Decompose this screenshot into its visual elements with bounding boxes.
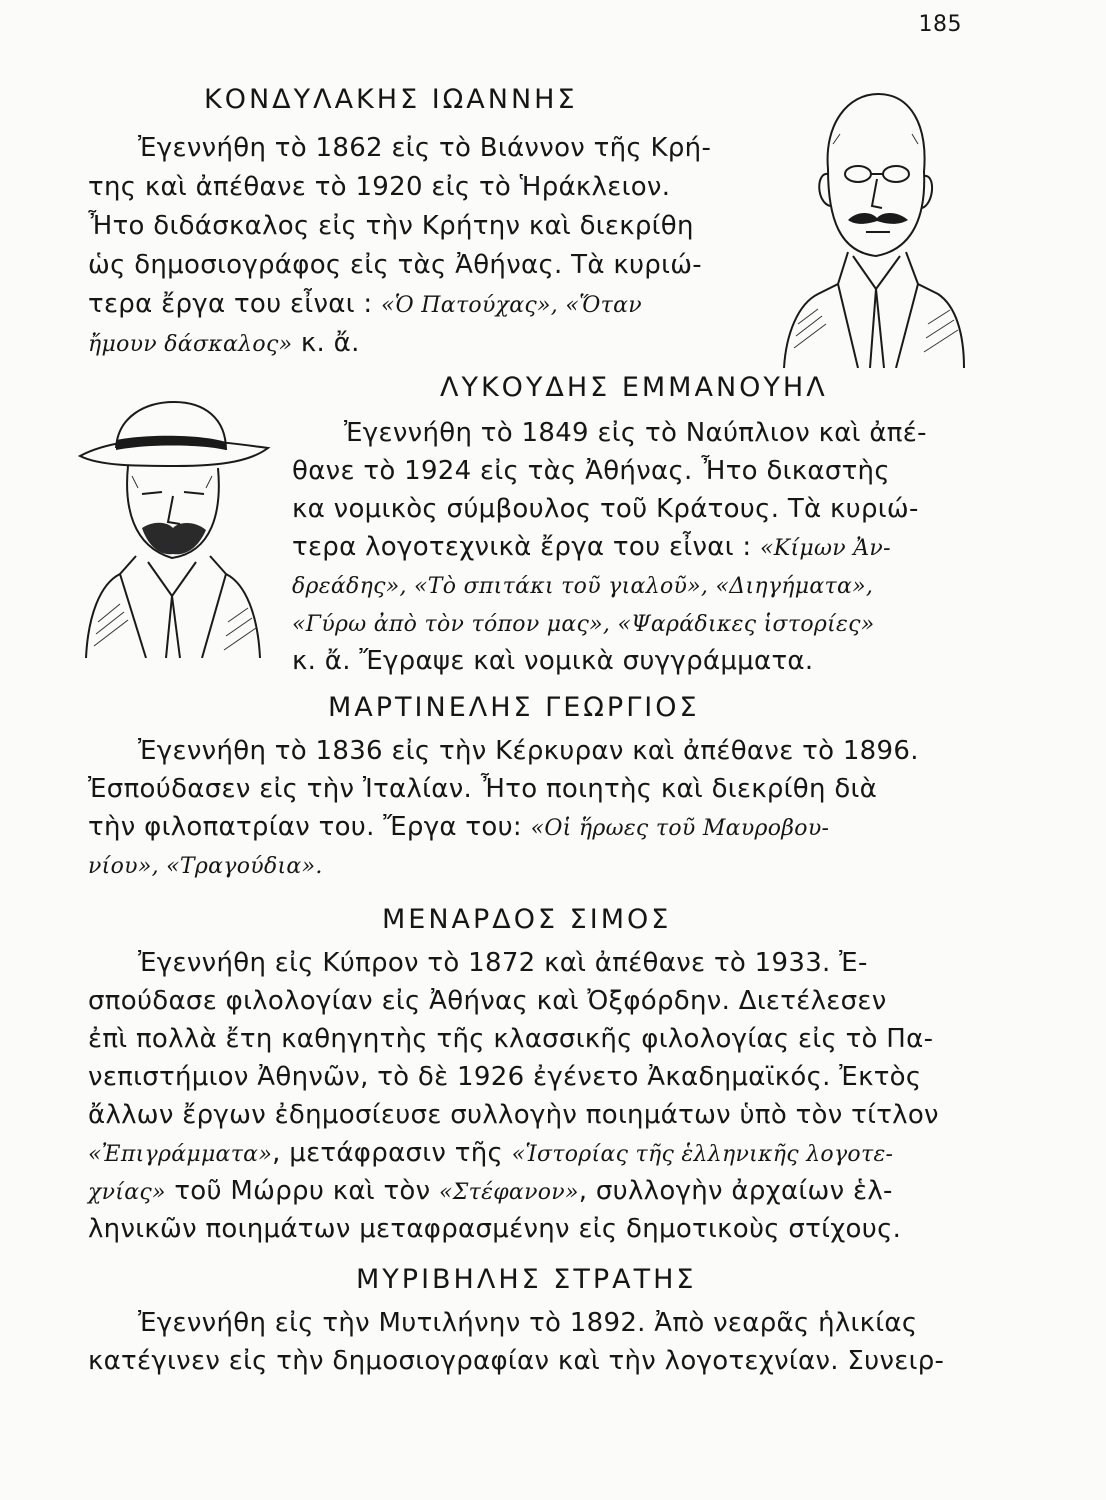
text-line: σπούδασε φιλολογίαν εἰς Ἀθήνας καὶ Ὀξφόρδην. Διετέλεσεν — [88, 986, 887, 1016]
work-title: «Ἐπιγράμματα» — [88, 1142, 273, 1167]
text-line: ἤμουν δάσκαλος» κ. ἄ. — [88, 328, 360, 358]
text-line: Ἐγεννήθη εἰς Κύπρον τὸ 1872 καὶ ἀπέθανε τὸ 1933. Ἐ- — [138, 948, 868, 978]
text-line: νεπιστήμιον Ἀθηνῶν, τὸ δὲ 1926 ἐγένετο Ἀκαδημαϊκός. Ἐκτὸς — [88, 1062, 922, 1092]
work-title: «Ὁ Πατούχας», «Ὅταν — [381, 293, 642, 318]
work-title: νίου», «Τραγούδια». — [88, 854, 323, 879]
work-title: «Κίμων Ἀν- — [760, 536, 891, 561]
work-title: δρεάδης», «Τὸ σπιτάκι τοῦ γιαλοῦ», «Διηγήματα», — [292, 574, 874, 599]
text-line: κατέγινεν εἰς τὴν δημοσιογραφίαν καὶ τὴν λογοτεχνίαν. Συνειρ- — [88, 1346, 945, 1376]
work-title: ἤμουν δάσκαλος» — [88, 332, 293, 357]
text-line: θανε τὸ 1924 εἰς τὰς Ἀθήνας. Ἦτο δικαστὴς — [292, 456, 890, 486]
text-line — [292, 608, 875, 638]
work-title: «Γύρω ἀπὸ τὸν τόπον μας», «Ψαράδικες ἱστορίες» — [292, 612, 875, 637]
text-line: κα νομικὸς σύμβουλος τοῦ Κράτους. Τὰ κυριώ- — [292, 494, 919, 524]
portrait-kondylakis — [778, 84, 966, 368]
text-line — [292, 570, 873, 600]
text-line: Ἐγεννήθη τὸ 1849 εἰς τὸ Ναύπλιον καὶ ἀπέ- — [344, 418, 927, 448]
text-line: χνίας» τοῦ Μώρρυ καὶ τὸν «Στέφανον», συλλογὴν ἀρχαίων ἑλ- — [88, 1176, 893, 1206]
portrait-lykoudis — [76, 396, 272, 658]
text-line: τερα ἔργα του εἶναι : «Ὁ Πατούχας», «Ὅταν — [88, 289, 642, 319]
entry-heading: ΛΥΚΟΥΔΗΣ ΕΜΜΑΝΟΥΗΛ — [440, 372, 828, 403]
text-line: Ἦτο διδάσκαλος εἰς τὴν Κρήτην καὶ διεκρίθη — [88, 211, 694, 241]
text-line — [88, 850, 323, 880]
entry-heading: ΜΕΝΑΡΔΟΣ ΣΙΜΟΣ — [382, 904, 672, 935]
text-line: Ἐσπούδασεν εἰς τὴν Ἰταλίαν. Ἦτο ποιητὴς καὶ διεκρίθη διὰ — [88, 774, 878, 804]
text-line: της καὶ ἀπέθανε τὸ 1920 εἰς τὸ Ἡράκλειον. — [88, 172, 671, 202]
text-line: ληνικῶν ποιημάτων μεταφρασμένην εἰς δημοτικοὺς στίχους. — [88, 1214, 902, 1244]
text-line: Ἐγεννήθη τὸ 1836 εἰς τὴν Κέρκυραν καὶ ἀπέθανε τὸ 1896. — [138, 736, 919, 766]
text-line: ἐπὶ πολλὰ ἔτη καθηγητὴς τῆς κλασσικῆς φιλολογίας εἰς τὸ Πα- — [88, 1024, 934, 1054]
text-line: Ἐγεννήθη εἰς τὴν Μυτιλήνην τὸ 1892. Ἀπὸ νεαρᾶς ἡλικίας — [138, 1308, 918, 1338]
text-line: κ. ἄ. Ἔγραψε καὶ νομικὰ συγγράμματα. — [292, 646, 814, 676]
page-number: 185 — [918, 12, 962, 37]
text-line: Ἐγεννήθη τὸ 1862 εἰς τὸ Βιάννον τῆς Κρή- — [138, 133, 712, 163]
entry-heading: ΚΟΝΔΥΛΑΚΗΣ ΙΩΑΝΝΗΣ — [204, 84, 578, 115]
text-line: τερα λογοτεχνικὰ ἔργα του εἶναι : «Κίμων Ἀν- — [292, 532, 891, 562]
work-title: «Οἱ ἥρωες τοῦ Μαυροβου- — [530, 816, 830, 841]
entry-heading: ΜΑΡΤΙΝΕΛΗΣ ΓΕΩΡΓΙΟΣ — [328, 692, 700, 723]
text-line: «Ἐπιγράμματα», μετάφρασιν τῆς «Ἱστορίας τῆς ἑλληνικῆς λογοτε- — [88, 1138, 894, 1168]
text-line: τὴν φιλοπατρίαν του. Ἔργα του: «Οἱ ἥρωες τοῦ Μαυροβου- — [88, 812, 830, 842]
work-title: χνίας» — [88, 1180, 166, 1205]
entry-heading: ΜΥΡΙΒΗΛΗΣ ΣΤΡΑΤΗΣ — [356, 1264, 697, 1295]
work-title: «Ἱστορίας τῆς ἑλληνικῆς λογοτε- — [511, 1142, 894, 1167]
text-line: ἄλλων ἔργων ἐδημοσίευσε συλλογὴν ποιημάτων ὑπὸ τὸν τίτλον — [88, 1100, 939, 1130]
text-line: ὡς δημοσιογράφος εἰς τὰς Ἀθήνας. Τὰ κυριώ- — [88, 250, 702, 280]
work-title: «Στέφανον» — [439, 1180, 579, 1205]
